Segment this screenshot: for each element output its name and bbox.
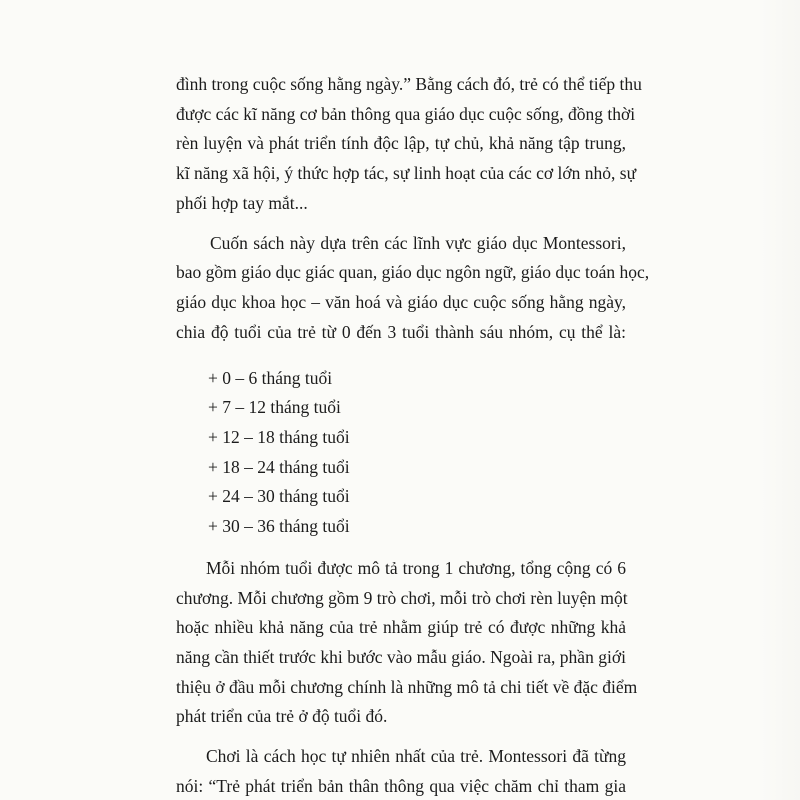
paragraph1-line: phối hợp tay mắt... [176,193,308,213]
paragraph3-line: thiệu ở đầu mỗi chương chính là những mô tả chi tiết về đặc điểm [176,677,638,697]
paragraph1-line: đình trong cuộc sống hằng ngày.” Bằng cách đó, trẻ có thể tiếp thu [176,74,642,94]
age-group-item: + 0 – 6 tháng tuổi [208,368,333,388]
paragraph3-line: năng cần thiết trước khi bước vào mẫu giáo. Ngoài ra, phần giới [176,647,626,667]
paragraph1-line: được các kĩ năng cơ bản thông qua giáo dục cuộc sống, đồng thời [176,104,636,124]
paragraph3-line: phát triển của trẻ ở độ tuổi đó. [176,706,388,726]
paragraph1-line: kĩ năng xã hội, ý thức hợp tác, sự linh hoạt của các cơ lớn nhỏ, sự [176,163,637,183]
paragraph2-line: chia độ tuổi của trẻ từ 0 đến 3 tuổi thành sáu nhóm, cụ thể là: [176,322,626,342]
page-edge-shadow [760,0,800,800]
age-group-item: + 7 – 12 tháng tuổi [208,397,341,417]
paragraph2-line: bao gồm giáo dục giác quan, giáo dục ngôn ngữ, giáo dục toán học, [176,262,650,282]
paragraph1-line: rèn luyện và phát triển tính độc lập, tự chủ, khả năng tập trung, [176,133,626,153]
age-group-item: + 12 – 18 tháng tuổi [208,427,350,447]
paragraph4-line: Chơi là cách học tự nhiên nhất của trẻ. Montessori đã từng [206,746,626,766]
paragraph4-line: nói: “Trẻ phát triển bản thân thông qua việc chăm chỉ tham gia [176,776,626,796]
age-group-item: + 30 – 36 tháng tuổi [208,516,350,536]
paragraph3-line: chương. Mỗi chương gồm 9 trò chơi, mỗi trò chơi rèn luyện một [176,588,628,608]
paragraph2-line: Cuốn sách này dựa trên các lĩnh vực giáo dục Montessori, [210,233,626,253]
age-group-item: + 24 – 30 tháng tuổi [208,486,350,506]
paragraph3-line: Mỗi nhóm tuổi được mô tả trong 1 chương, tổng cộng có 6 [206,558,626,578]
paragraph2-line: giáo dục khoa học – văn hoá và giáo dục cuộc sống hằng ngày, [176,292,626,312]
age-group-item: + 18 – 24 tháng tuổi [208,457,350,477]
paragraph3-line: hoặc nhiều khả năng của trẻ nhằm giúp trẻ có được những khả [176,617,626,637]
